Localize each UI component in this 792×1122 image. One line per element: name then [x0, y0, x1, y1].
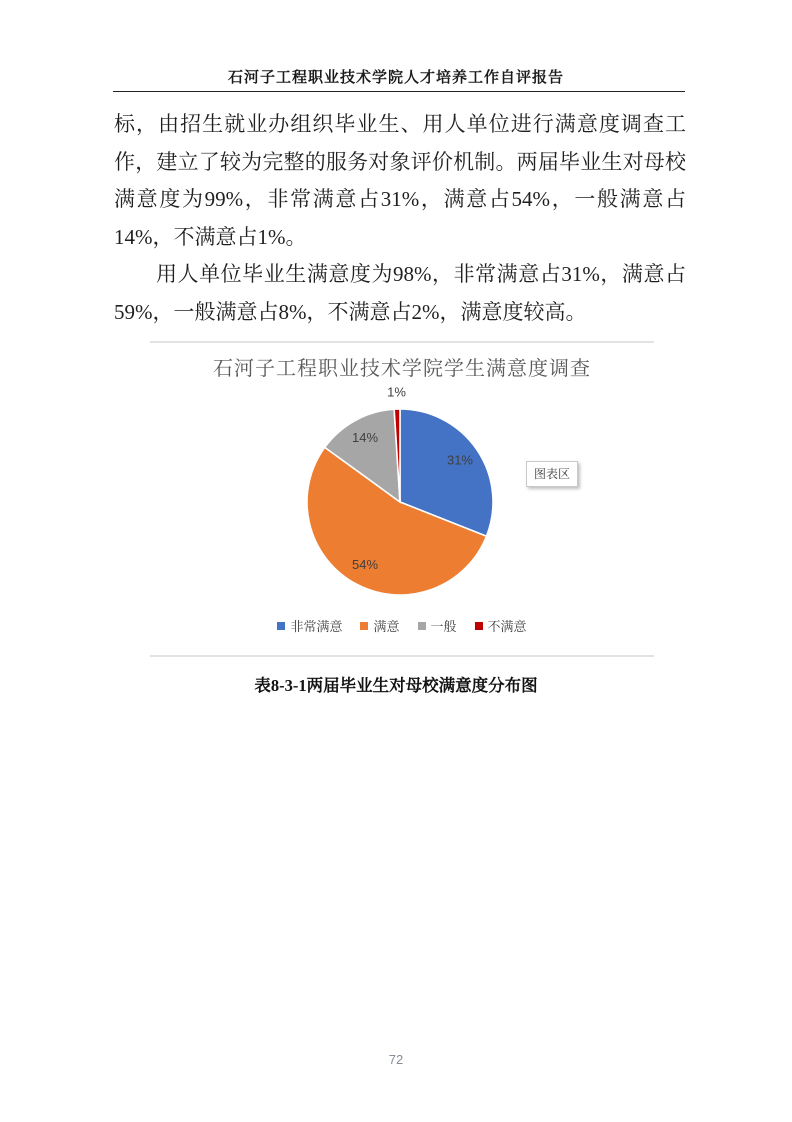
pie-label-满意: 54% [352, 557, 379, 573]
satisfaction-pie-chart-figure [150, 341, 654, 657]
chart-title: 石河子工程职业技术学院学生满意度调查 [213, 358, 591, 380]
pie-label-不满意: 1% [387, 384, 406, 400]
legend-swatch-非常满意 [277, 622, 285, 630]
legend-item-非常满意[interactable] [277, 616, 342, 635]
legend-item-一般[interactable] [418, 616, 457, 635]
legend-label-不满意: 不满意 [487, 619, 527, 634]
chart-area-tooltip: 图表区 [526, 461, 578, 487]
legend-item-不满意[interactable] [475, 616, 527, 635]
pie-label-非常满意: 31% [446, 452, 474, 468]
paragraph-2: 用人单位毕业生满意度为98%，非常满意占31%，满意占59%，一般满意占8%，不满意占2%，满意度较高。 [114, 262, 686, 324]
page-number: 72 [388, 1052, 404, 1067]
legend-swatch-满意 [360, 622, 368, 630]
legend-label-满意: 满意 [373, 619, 400, 634]
pie-chart [150, 343, 654, 659]
figure-caption: 表8-3-1两届毕业生对母校满意度分布图 [254, 676, 538, 695]
header-rule [113, 91, 685, 92]
body-text [114, 106, 686, 332]
paragraph-1: 标，由招生就业办组织毕业生、用人单位进行满意度调查工作，建立了较为完整的服务对象评价机制。两届毕业生对母校满意度为99%，非常满意占31%，满意占54%，一般满意占14%，不满意占1%。 [114, 112, 686, 249]
legend-swatch-不满意 [475, 622, 483, 630]
page-header-title: 石河子工程职业技术学院人才培养工作自评报告 [227, 70, 564, 86]
legend-item-满意[interactable] [360, 616, 399, 635]
legend-swatch-一般 [418, 622, 426, 630]
legend-label-非常满意: 非常满意 [290, 619, 343, 634]
legend-label-一般: 一般 [430, 619, 457, 634]
chart-legend [150, 616, 654, 635]
pie-label-一般: 14% [352, 429, 379, 445]
